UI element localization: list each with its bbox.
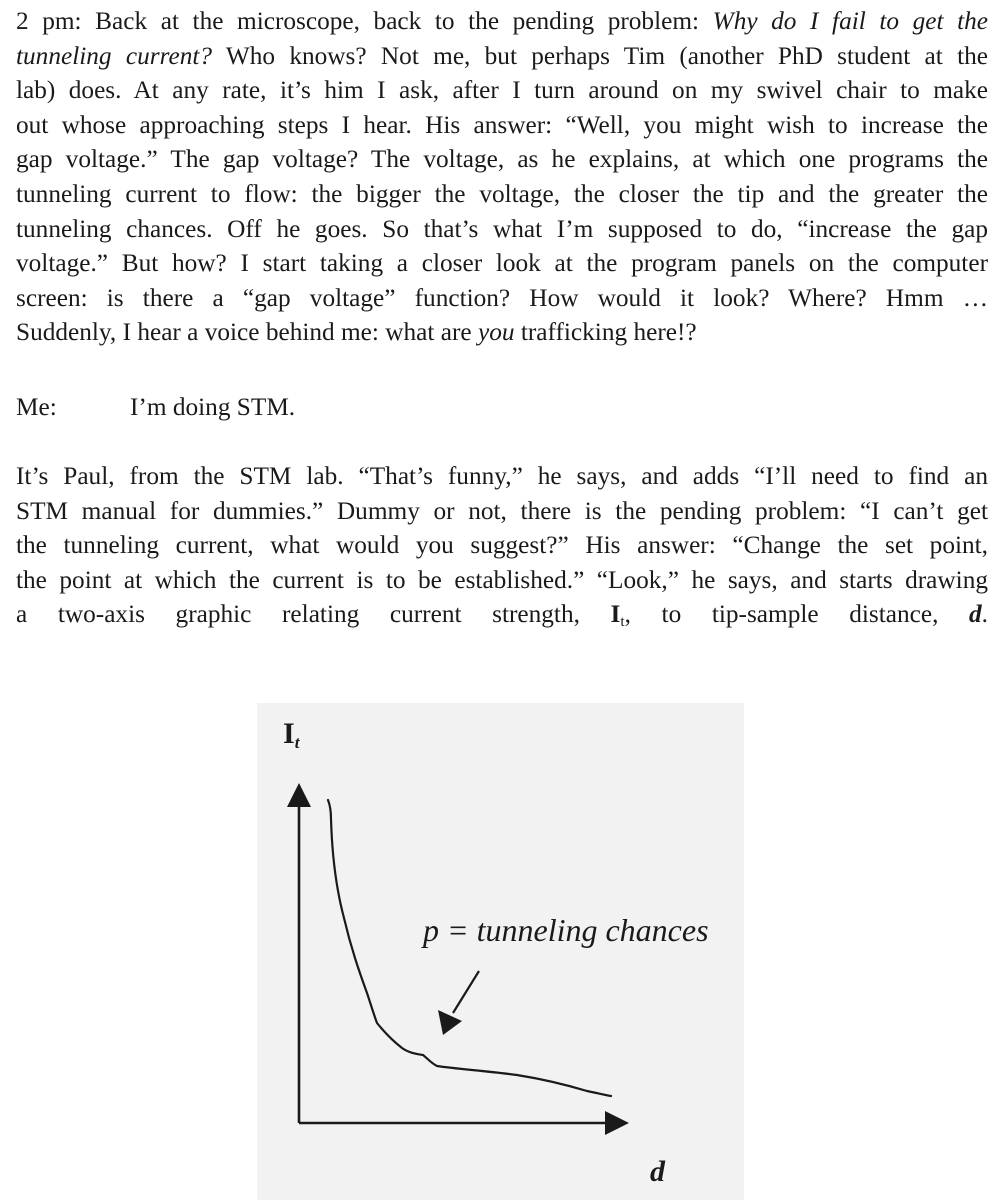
- text-run: out whose approaching steps I hear. His answer: “Well, you might wish to increase the: [16, 110, 988, 139]
- text-run: tunneling chances. Off he goes. So that’s what I’m supposed to do, “increase the gap: [16, 214, 988, 243]
- text-run: screen: is there a “gap voltage” function? How would it look? Where? Hmm …: [16, 283, 988, 312]
- text-run: gap voltage.” The gap voltage? The voltage, as he explains, at which one programs the: [16, 145, 988, 174]
- y-axis-arrowhead: [287, 783, 311, 807]
- text-run: voltage.” But how? I start taking a closer look at the program panels on the computer: [16, 249, 988, 278]
- paragraph-1-line: [16, 4, 988, 39]
- paragraph-1-line: [16, 142, 988, 177]
- annotation-arrowhead: [438, 1010, 462, 1035]
- x-axis-label: d: [650, 1155, 665, 1188]
- paragraph-2-line: the tunneling current, what would you suggest?” His answer: “Change the set point,: [16, 531, 988, 560]
- last-line-end: .: [981, 600, 988, 629]
- paragraph-1-line: [16, 108, 988, 143]
- paragraph-2-last-line: [16, 597, 988, 632]
- text-run: 2 pm: Back at the microscope, back to the pending problem:: [16, 7, 713, 35]
- text-run: trafficking here!?: [514, 318, 697, 347]
- text-run: tunneling current to flow: the bigger the voltage, the closer the tip and the greater the: [16, 179, 988, 208]
- current-subscript: t: [620, 613, 625, 631]
- paragraph-1: [16, 4, 988, 350]
- text-run: lab) does. At any rate, it’s him I ask, after I turn around on my swivel chair to make: [16, 76, 988, 105]
- annotation-arrow-line: [453, 971, 479, 1013]
- paragraph-1-line: [16, 73, 988, 108]
- italic-run: tunneling current?: [16, 41, 213, 70]
- paragraph-1-line: [16, 177, 988, 212]
- paragraph-1-line: [16, 39, 988, 74]
- paragraph-2-line: the point at which the current is to be established.” “Look,” he says, and starts drawing: [16, 565, 988, 594]
- paragraph-1-line: [16, 315, 988, 350]
- last-line-before: a two-axis graphic relating current strength,: [16, 600, 611, 629]
- paragraph-1-line: [16, 246, 988, 281]
- italic-run: you: [477, 318, 515, 347]
- italic-run: Why do I fail to get the: [712, 7, 988, 35]
- paragraph-1-line: [16, 281, 988, 316]
- dialogue-line: I’m doing STM.: [130, 393, 296, 421]
- sketch-svg: [257, 703, 744, 1200]
- text-run: Suddenly, I hear a voice behind me: what are: [16, 318, 478, 347]
- y-axis-label: It: [283, 717, 300, 752]
- dialogue: [16, 390, 988, 425]
- distance-symbol: d: [969, 600, 982, 629]
- current-distance-curve: [328, 800, 611, 1096]
- annotation-text: p = tunneling chances: [423, 912, 709, 948]
- paragraph-2: [16, 459, 988, 632]
- sketch-figure: [257, 703, 744, 1200]
- last-line-middle: , to tip-sample distance,: [624, 600, 970, 629]
- text-run: Who knows? Not me, but perhaps Tim (another PhD student at the: [212, 41, 988, 70]
- x-axis-arrowhead: [605, 1111, 629, 1135]
- paragraph-2-line: STM manual for dummies.” Dummy or not, there is the pending problem: “I can’t get: [16, 496, 988, 525]
- paragraph-2-line: It’s Paul, from the STM lab. “That’s funny,” he says, and adds “I’ll need to find an: [16, 462, 988, 490]
- paragraph-1-line: [16, 212, 988, 247]
- current-symbol: I: [610, 600, 621, 629]
- dialogue-speaker: Me:: [16, 393, 57, 421]
